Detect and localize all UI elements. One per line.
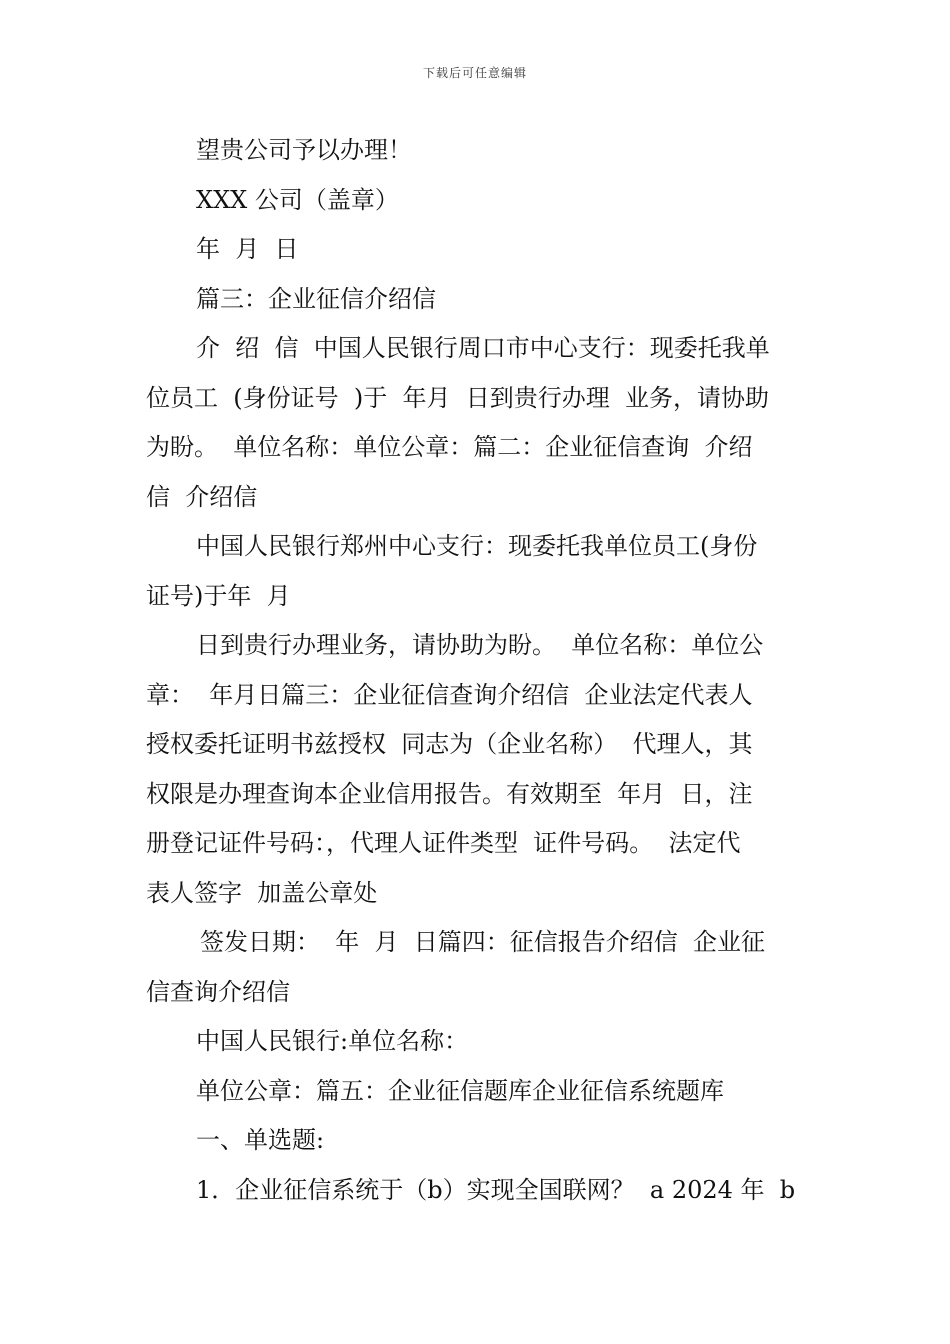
paragraph-line: 位员工 (身份证号 )于 年月 日到贵行办理 业务，请协助 (146, 383, 770, 412)
paragraph-line: 权限是办理查询本企业信用报告。有效期至 年月 日，注 (146, 779, 753, 808)
paragraph-line: 介 绍 信 中国人民银行周口市中心支行：现委托我单 (196, 334, 770, 362)
paragraph-line: 章： 年月日篇三：企业征信查询介绍信 企业法定代表人 (146, 680, 753, 709)
paragraph-line: 信 介绍信 (146, 482, 258, 511)
paragraph-line: 中国人民银行郑州中心支行：现委托我单位员工(身份 (196, 532, 758, 560)
paragraph-line: 证号)于年 月 (146, 581, 291, 610)
page-header: 下载后可任意编辑 (422, 66, 527, 80)
question-line: 1．企业征信系统于（b）实现全国联网？ a 2024 年 b (196, 1175, 796, 1204)
document-body (146, 126, 808, 1215)
section-heading: 一、单选题: (196, 1126, 325, 1154)
paragraph-line: 望贵公司予以办理！ (196, 136, 412, 164)
paragraph-line: 授权委托证明书兹授权 同志为（企业名称） 代理人，其 (146, 730, 753, 758)
paragraph-line: 为盼。 单位名称：单位公章：篇二：企业征信查询 介绍 (146, 433, 753, 461)
paragraph-line: 日到贵行办理业务，请协助为盼。 单位名称：单位公 (196, 631, 764, 659)
paragraph-line: 年 月 日 (196, 235, 299, 263)
paragraph-line: 单位公章：篇五：企业征信题库企业征信系统题库 (196, 1076, 724, 1105)
paragraph-line: 信查询介绍信 (146, 977, 290, 1006)
paragraph-line: XXX 公司（盖章） (196, 185, 399, 214)
paragraph-line: 表人签字 加盖公章处 (146, 878, 378, 907)
paragraph-line: 册登记证件号码：，代理人证件类型 证件号码。 法定代 (146, 829, 741, 857)
paragraph-line: 中国人民银行:单位名称： (196, 1027, 469, 1055)
paragraph-line: 签发日期： 年 月 日篇四：征信报告介绍信 企业征 (200, 928, 766, 956)
section-heading: 篇三：企业征信介绍信 (196, 284, 436, 313)
